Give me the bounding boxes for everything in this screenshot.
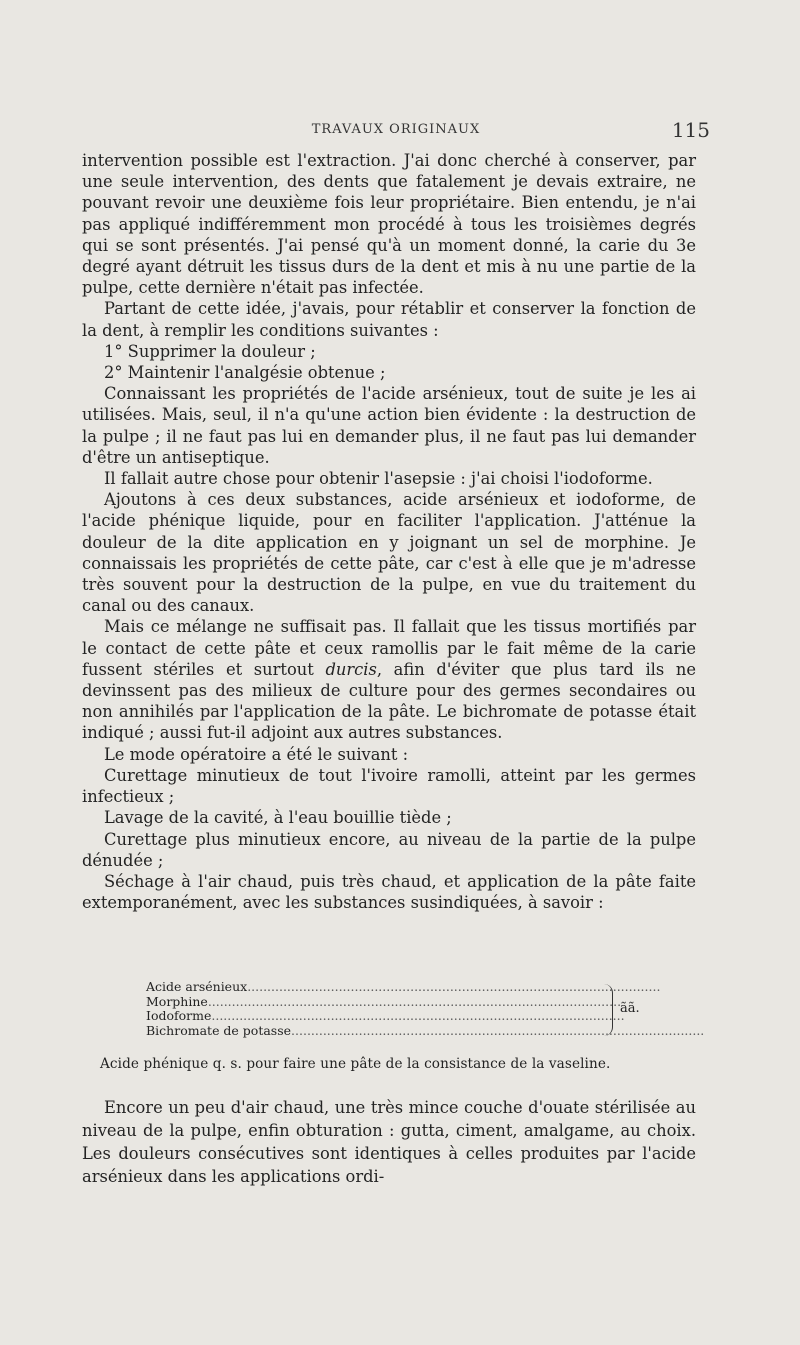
paragraph: 2° Maintenir l'analgésie obtenue ; — [104, 363, 386, 383]
page-header — [82, 118, 710, 142]
dot-leader: ........................................................................................................ — [247, 979, 661, 994]
paragraph: Curettage minutieux de tout l'ivoire ramolli, atteint par les germes infectieux ; — [82, 765, 696, 807]
running-title: TRAVAUX ORIGINAUX — [311, 122, 481, 137]
formula-line — [146, 979, 661, 995]
formula-line — [146, 1008, 625, 1024]
paragraph: Encore un peu d'air chaud, une très mince couche d'ouate stérilisée au niveau de la pulpe, enfin obturation : gutta, ciment, amalgame, au choix. Les douleurs consécutives sont identiques à celles produites par l'acide arsénieux dans les applications ordi- — [82, 1098, 696, 1186]
paragraph: Ajoutons à ces deux substances, acide arsénieux et iodoforme, de l'acide phénique liquide, pour en faciliter l'application. J'atténue la douleur de la dite application en y joignant un sel de morphine. Je connaissais les propriétés de cette pâte, car c'est à elle que je m'adresse très souvent pour la destruction de la pulpe, en vue du traitement du canal ou des canaux. — [82, 490, 696, 616]
main-text — [82, 150, 696, 913]
ingredient-name: Iodoforme — [146, 1008, 212, 1023]
text-run: , afin d'éviter que plus tard ils ne devinssent pas des milieux de culture pour des germes secondaires ou non annihilés par l'application de la pâte. Le bichromate de potasse était indiqué ; aussi fut-il adjoint aux autres substances. — [82, 659, 697, 743]
ingredient-name: Bichromate de potasse — [146, 1022, 292, 1038]
paragraph: Partant de cette idée, j'avais, pour rétablir et conserver la fonction de la dent, à remplir les conditions suivantes : — [82, 299, 696, 340]
text-run: Mais ce mélange ne suffisait pas. Il fallait que les tissus mortifiés par le contact de cette pâte et ceux ramollis par le fait même de la carie fussent stériles et surtout — [82, 617, 696, 679]
paragraph: Curettage plus minutieux encore, au niveau de la partie de la pulpe dénudée ; — [82, 829, 696, 870]
italic-word: durcis — [325, 659, 377, 679]
brace — [604, 984, 613, 1036]
formula-block — [146, 979, 705, 1038]
dot-leader: ........................................................................................................ — [211, 1008, 625, 1023]
paragraph: Connaissant les propriétés de l'acide arsénieux, tout de suite je les ai utilisées. Mais, seul, il n'a qu'une action bien évidente : la destruction de la pulpe ; il ne faut pas lui en demander plus, il ne faut pas lui demander d'être un antiseptique. — [82, 384, 696, 467]
formula-line — [146, 1022, 705, 1039]
paragraph: intervention possible est l'extraction. J'ai donc cherché à conserver, par une seule intervention, des dents que fatalement je devais extraire, ne pouvant revoir une deuxième fois leur propriétaire. Bien entendu, je n'ai pas appliqué indifféremment mon procédé à tous les troisièmes degrés qui se sont présentés. J'ai pensé qu'à un moment donné, la carie du 3e degré ayant détruit les tissus durs de la dent et mis à nu une partie de la pulpe, cette dernière n'était pas infectée. — [82, 151, 696, 298]
ingredient-name: Acide arsénieux — [146, 979, 248, 994]
page-number: 115 — [671, 118, 710, 142]
paragraph: Le mode opératoire a été le suivant : — [104, 744, 409, 764]
dot-leader: ........................................................................................................ — [207, 993, 622, 1009]
paragraph: 1° Supprimer la douleur ; — [104, 341, 316, 361]
paragraph: Il fallait autre chose pour obtenir l'asepsie : j'ai choisi l'iodoforme. — [104, 469, 653, 489]
dot-leader: ........................................................................................................ — [291, 1022, 705, 1038]
ingredient-name: Morphine — [146, 993, 208, 1009]
paragraph: Lavage de la cavité, à l'eau bouillie tiède ; — [104, 808, 452, 828]
closing-text — [82, 1096, 696, 1188]
paragraph: Séchage à l'air chaud, puis très chaud, et application de la pâte faite extemporanément, avec les substances susindiquées, à savoir : — [82, 871, 696, 913]
quantity-mark: ãã. — [620, 1001, 640, 1016]
formula-line — [146, 993, 622, 1010]
paragraph-with-italic — [82, 616, 696, 743]
formula-note: Acide phénique q. s. pour faire une pâte de la consistance de la vaseline. — [100, 1056, 611, 1072]
